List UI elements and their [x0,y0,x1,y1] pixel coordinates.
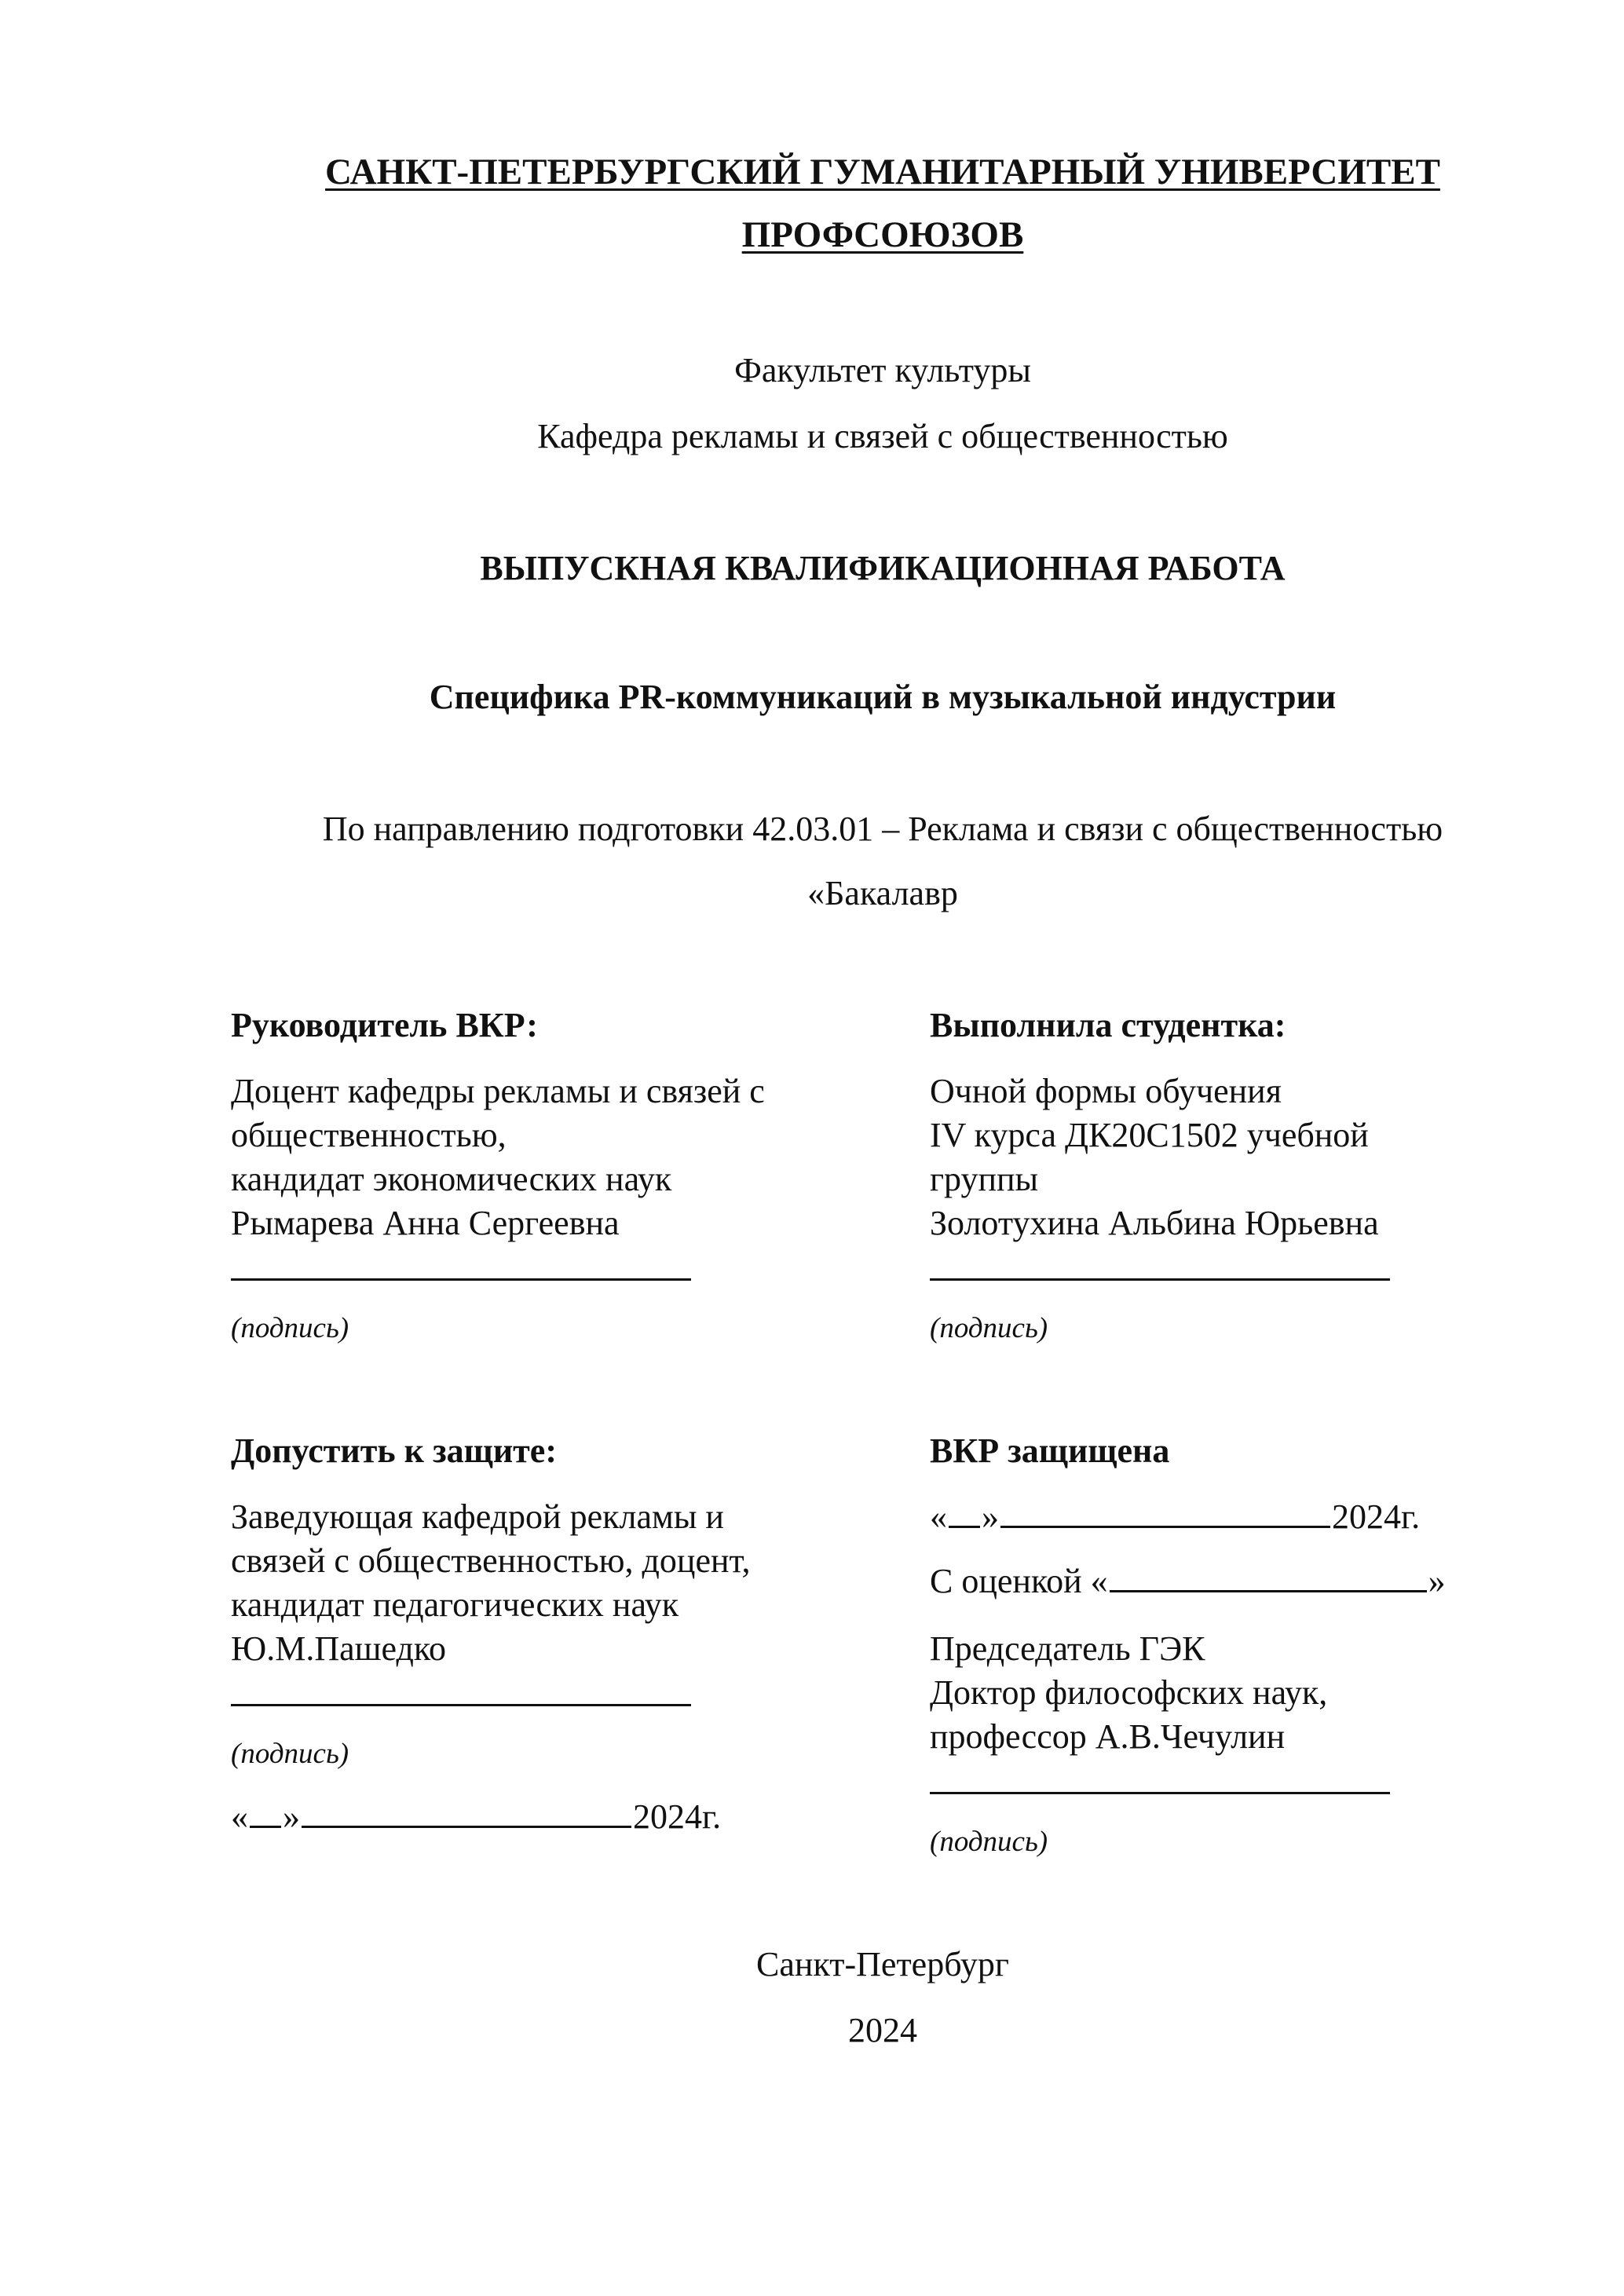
study-direction: По направлению подготовки 42.03.01 – Реклама и связи с общественностью [322,810,1443,848]
student-line: Очной формы обучения [930,1072,1282,1110]
university-name-line2: ПРОФСОЮЗОВ [741,214,1024,255]
admission-line: кандидат педагогических наук [231,1585,679,1624]
department-name: Кафедра рекламы и связей с общественностью [537,417,1228,455]
work-type: ВЫПУСКНАЯ КВАЛИФИКАЦИОННАЯ РАБОТА [480,549,1286,587]
footer-year: 2024 [848,2011,917,2049]
defense-chair-name: профессор А.В.Чечулин [930,1717,1286,1756]
defense-label: ВКР защищена [930,1431,1170,1470]
footer-city: Санкт-Петербург [756,1945,1009,1983]
grade-prefix: С оценкой « [930,1562,1108,1600]
defense-signature-line [930,1792,1390,1794]
supervisor-signature-note: (подпись) [231,1312,349,1344]
student-signature-note: (подпись) [930,1312,1048,1344]
date-day-blank [250,1799,281,1828]
admission-date [231,1795,721,1839]
date-year: 2024г. [1332,1497,1421,1536]
defense-chair-line: Доктор философских наук, [930,1673,1328,1712]
student-signature-line [930,1278,1390,1281]
date-month-blank [1000,1499,1330,1528]
supervisor-name: Рымарева Анна Сергеевна [231,1204,620,1242]
supervisor-line: кандидат экономических наук [231,1160,672,1198]
student-line: IV курса ДК20С1502 учебной [930,1116,1369,1154]
grade-suffix: » [1428,1562,1446,1600]
date-close-quote: » [283,1797,300,1836]
defense-signature-note: (подпись) [930,1826,1048,1858]
admission-line: Заведующая кафедрой рекламы и [231,1497,724,1536]
date-open-quote: « [930,1497,947,1536]
date-open-quote: « [231,1797,248,1836]
defense-chair-line: Председатель ГЭК [930,1629,1205,1668]
supervisor-line: Доцент кафедры рекламы и связей с [231,1072,765,1110]
student-label: Выполнила студентка: [930,1006,1286,1044]
faculty-name: Факультет культуры [734,351,1031,389]
university-name-line1: САНКТ-ПЕТЕРБУРГСКИЙ ГУМАНИТАРНЫЙ УНИВЕРСИТЕТ [325,152,1440,192]
defense-grade [930,1559,1446,1603]
date-month-blank [302,1799,631,1828]
grade-blank [1110,1563,1427,1592]
work-title: Специфика PR-коммуникаций в музыкальной индустрии [429,678,1337,716]
date-close-quote: » [982,1497,999,1536]
student-line: группы [930,1160,1039,1198]
admission-signature-line [231,1704,691,1706]
supervisor-label: Руководитель ВКР: [231,1006,538,1044]
date-day-blank [949,1499,980,1528]
degree: «Бакалавр [807,874,958,912]
admission-label: Допустить к защите: [231,1431,557,1470]
admission-line: связей с общественностью, доцент, [231,1541,751,1580]
supervisor-line: общественностью, [231,1116,507,1154]
date-year: 2024г. [633,1797,722,1836]
student-name: Золотухина Альбина Юрьевна [930,1204,1379,1242]
admission-head-name: Ю.М.Пашедко [231,1629,447,1668]
defense-date [930,1495,1420,1539]
supervisor-signature-line [231,1278,691,1281]
admission-signature-note: (подпись) [231,1738,349,1770]
